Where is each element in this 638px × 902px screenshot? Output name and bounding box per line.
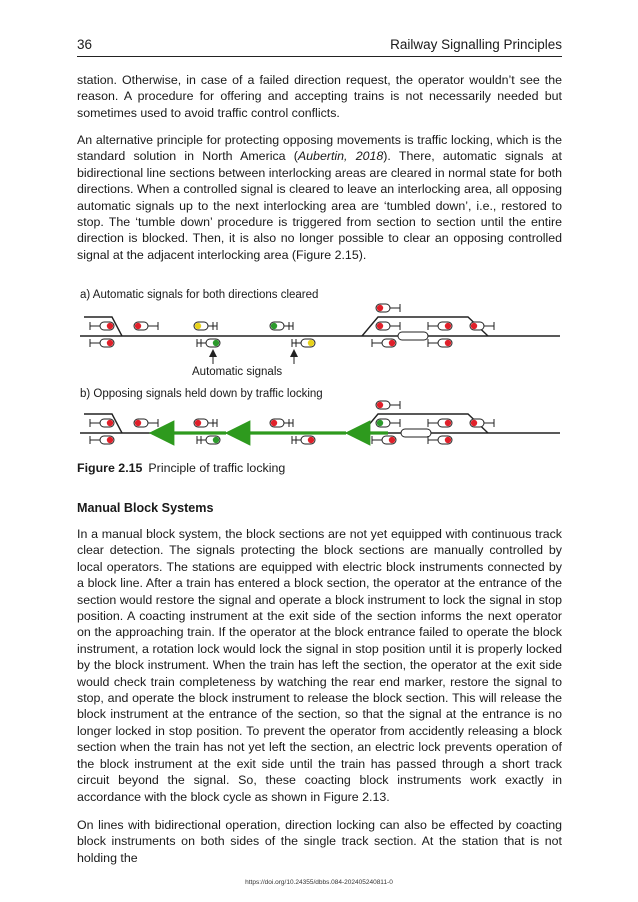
signal (428, 419, 452, 427)
signal (428, 436, 452, 444)
paragraph-2-start: An alternative principle for protecting opposing movements is traffic locking, which is the standard solution in North America ( (77, 133, 562, 164)
figure-number: Figure 2.15 (77, 461, 143, 475)
train-a (398, 332, 428, 340)
page-number: 36 (77, 37, 93, 52)
signal (428, 322, 452, 330)
paragraph-1: station. Otherwise, in case of a failed direction request, the operator wouldn’t see the reason. A procedure for offering and accepting trains is not necessarily needed but sometimes used to avoid traffic control conflicts. (77, 73, 562, 120)
running-title: Railway Signalling Principles (390, 37, 562, 52)
automatic-signals-annotation: Automatic signals (192, 366, 283, 378)
signal (90, 419, 114, 427)
figure-caption-text: Principle of traffic locking (148, 461, 286, 475)
section-heading: Manual Block Systems (77, 501, 214, 515)
signal (194, 322, 217, 330)
signal (372, 339, 396, 347)
figure-label-b: b) Opposing signals held down by traffic locking (80, 388, 323, 400)
signal (90, 436, 114, 444)
paragraph-2-end: ). There, automatic signals at bidirectional line sections between interlocking areas are cleared in normal state for both directions. When a controlled signal is cleared to leave an interlocking area, all opposing automatic signals up to the next interlocking area are ‘tumbled down’, i.e., restored to stop. The ‘tumble down’ procedure is triggered from section to section until the entire direction is blocked. Then, it is also no longer possible to clear an opposing controlled signal at the adjacent interlocking area (Figure 2.15). (77, 149, 562, 262)
signal (376, 304, 400, 312)
signal (470, 322, 494, 330)
signal (376, 322, 400, 330)
signal (428, 339, 452, 347)
paragraph-4: On lines with bidirectional operation, direction locking can also be effected by coacting block instruments on both sides of the single track section. At the station that is not holding the (77, 818, 562, 865)
train-b (401, 429, 431, 437)
signal (292, 436, 315, 444)
signal (134, 419, 158, 427)
signal (134, 322, 158, 330)
diagram-b (80, 401, 560, 444)
signal (270, 322, 293, 330)
figure-label-a: a) Automatic signals for both directions cleared (80, 289, 319, 301)
paragraph-3: In a manual block system, the block sections are not yet equipped with continuous track clear detection. The signals protecting the block sections are manually controlled by local operators. The stations are equipped with electric block instruments connected by a block line. After a train has entered a block section, the operator at the entrance of the section would restore the signal and operate a block instrument to lock the signal in stop position. A coacting instrument at the exit side of the section informs the next operator on the approaching train. If the operator at the block entrance failed to operate the block instrument, a rotation lock would lock the signal in stop position until it is properly locked by the block instrument. When the train has left the section, the operator at the exit side would check train completeness by watching the rear end marker, restore the signal to stop, and operate the block instrument to release the block section. This will release the block instrument at the entrance of the section, so that the signal at the entrance is no longer locked in stop position. To prevent the operator from accidently releasing a block section when the train has not yet left the section, an electric lock prevents operation of the block instrument at the exit side until the train has passed through a short track circuit beyond the signal. So, these coacting block instruments work exactly in accordance with the block cycle as shown in Figure 2.13. (77, 527, 562, 804)
signal (372, 436, 396, 444)
signal (90, 322, 114, 330)
signal (376, 419, 400, 427)
citation: Aubertin, 2018 (297, 149, 384, 164)
signal (194, 419, 217, 427)
signal (197, 436, 220, 444)
doi-footer[interactable]: https://doi.org/10.24355/dbbs.084-202405240811-0 (245, 879, 393, 886)
signal (270, 419, 293, 427)
signal (376, 401, 400, 409)
signal (197, 339, 220, 347)
diagram-a (80, 304, 560, 364)
figure-caption (77, 461, 285, 475)
signal (90, 339, 114, 347)
signal (292, 339, 315, 347)
signal (470, 419, 494, 427)
